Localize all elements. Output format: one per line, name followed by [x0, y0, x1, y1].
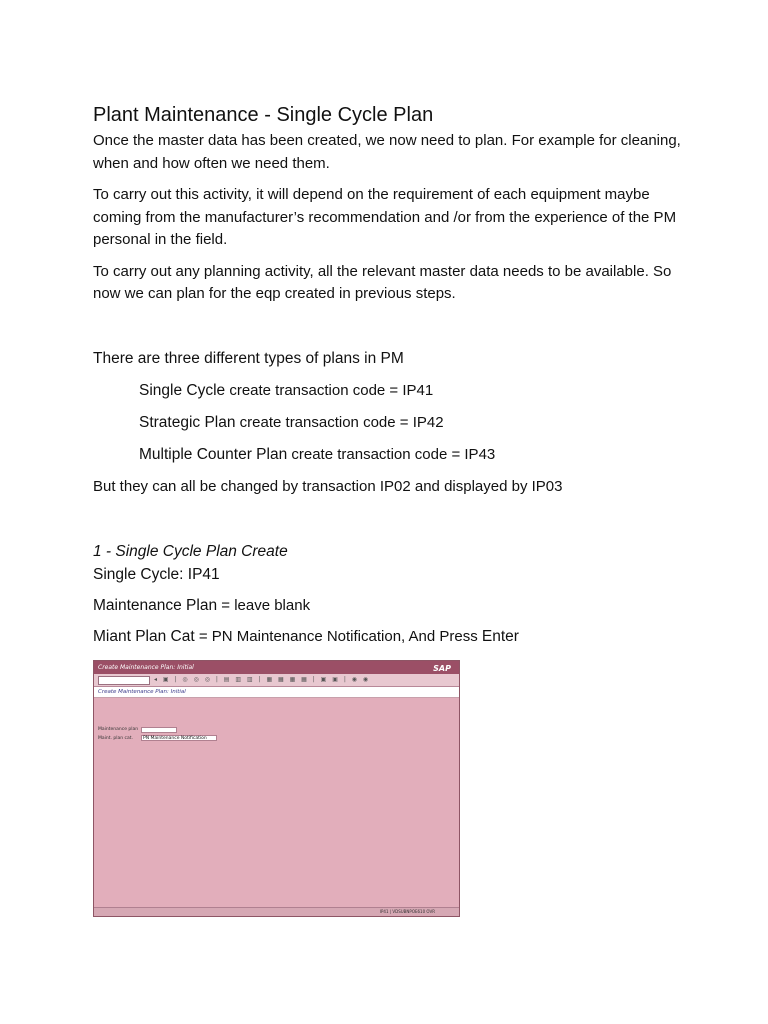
sap-status-text: IP41 | VDSUBNPOE610 OVR — [379, 909, 435, 914]
plans-heading: There are three different types of plans in PM — [93, 349, 404, 367]
maintenance-plan-instruction — [93, 595, 693, 617]
plan-name: Single Cycle — [139, 381, 226, 399]
sap-screenshot — [93, 660, 460, 917]
sap-status-bar — [94, 907, 459, 916]
sap-command-field[interactable] — [98, 676, 150, 685]
field-instruction: = PN Maintenance Notification, And Press — [194, 627, 482, 645]
document-body — [93, 102, 693, 648]
sap-plan-cat-label: Maint. plan cat. — [98, 736, 133, 741]
page-title: Plant Maintenance - Single Cycle Plan — [93, 104, 434, 126]
field-label: Miant Plan Cat — [93, 627, 195, 645]
sap-maint-plan-input[interactable] — [141, 727, 177, 733]
plan-name: Strategic Plan — [139, 413, 236, 431]
sap-title-bar — [94, 661, 459, 674]
sap-logo: SAP — [433, 664, 451, 673]
field-instruction: = leave blank — [217, 596, 311, 614]
plan-name: Multiple Counter Plan — [139, 445, 288, 463]
plan-item-strategic — [93, 412, 693, 434]
sap-screen-title: Create Maintenance Plan: Initial — [94, 687, 459, 698]
plan-category-instruction — [93, 626, 693, 648]
enter-key-label: Enter — [481, 627, 519, 645]
plan-desc: create transaction code = IP41 — [225, 381, 434, 399]
intro-paragraph: Once the master data has been created, we now need to plan. For example for cleaning, when and how often we need them. — [93, 132, 681, 172]
activity-paragraph: To carry out this activity, it will depend on the requirement of each equipment maybe coming from the manufacturer’s recommendation and /or from the experience of the PM personal in the field. — [93, 186, 677, 248]
sap-plan-cat-select[interactable]: PN Maintenance Notification — [141, 735, 217, 741]
section-subheading: Single Cycle: IP41 — [93, 565, 220, 583]
section-heading: 1 - Single Cycle Plan Create — [93, 542, 288, 560]
plan-desc: create transaction code = IP42 — [235, 413, 444, 431]
plan-item-multiple-counter — [93, 444, 693, 466]
plan-desc: create transaction code = IP43 — [287, 445, 496, 463]
sap-toolbar-icons: ◂ ▣ | ◎ ◎ ◎ | ▤ ▥ ▥ | ▦ ▦ ▦ ▦ | ▣ ▣ | ◉ ◉ — [154, 676, 371, 683]
plan-item-single-cycle — [93, 380, 693, 402]
planning-paragraph: To carry out any planning activity, all the relevant master data needs to be available. So now we can plan for the eqp created in previous steps. — [93, 262, 672, 302]
sap-maint-plan-label: Maintenance plan — [98, 727, 139, 732]
plans-note: But they can all be changed by transaction IP02 and displayed by IP03 — [93, 477, 563, 495]
sap-window-title: Create Maintenance Plan: Initial — [98, 664, 194, 671]
sap-toolbar — [94, 674, 459, 687]
field-label: Maintenance Plan — [93, 596, 218, 614]
